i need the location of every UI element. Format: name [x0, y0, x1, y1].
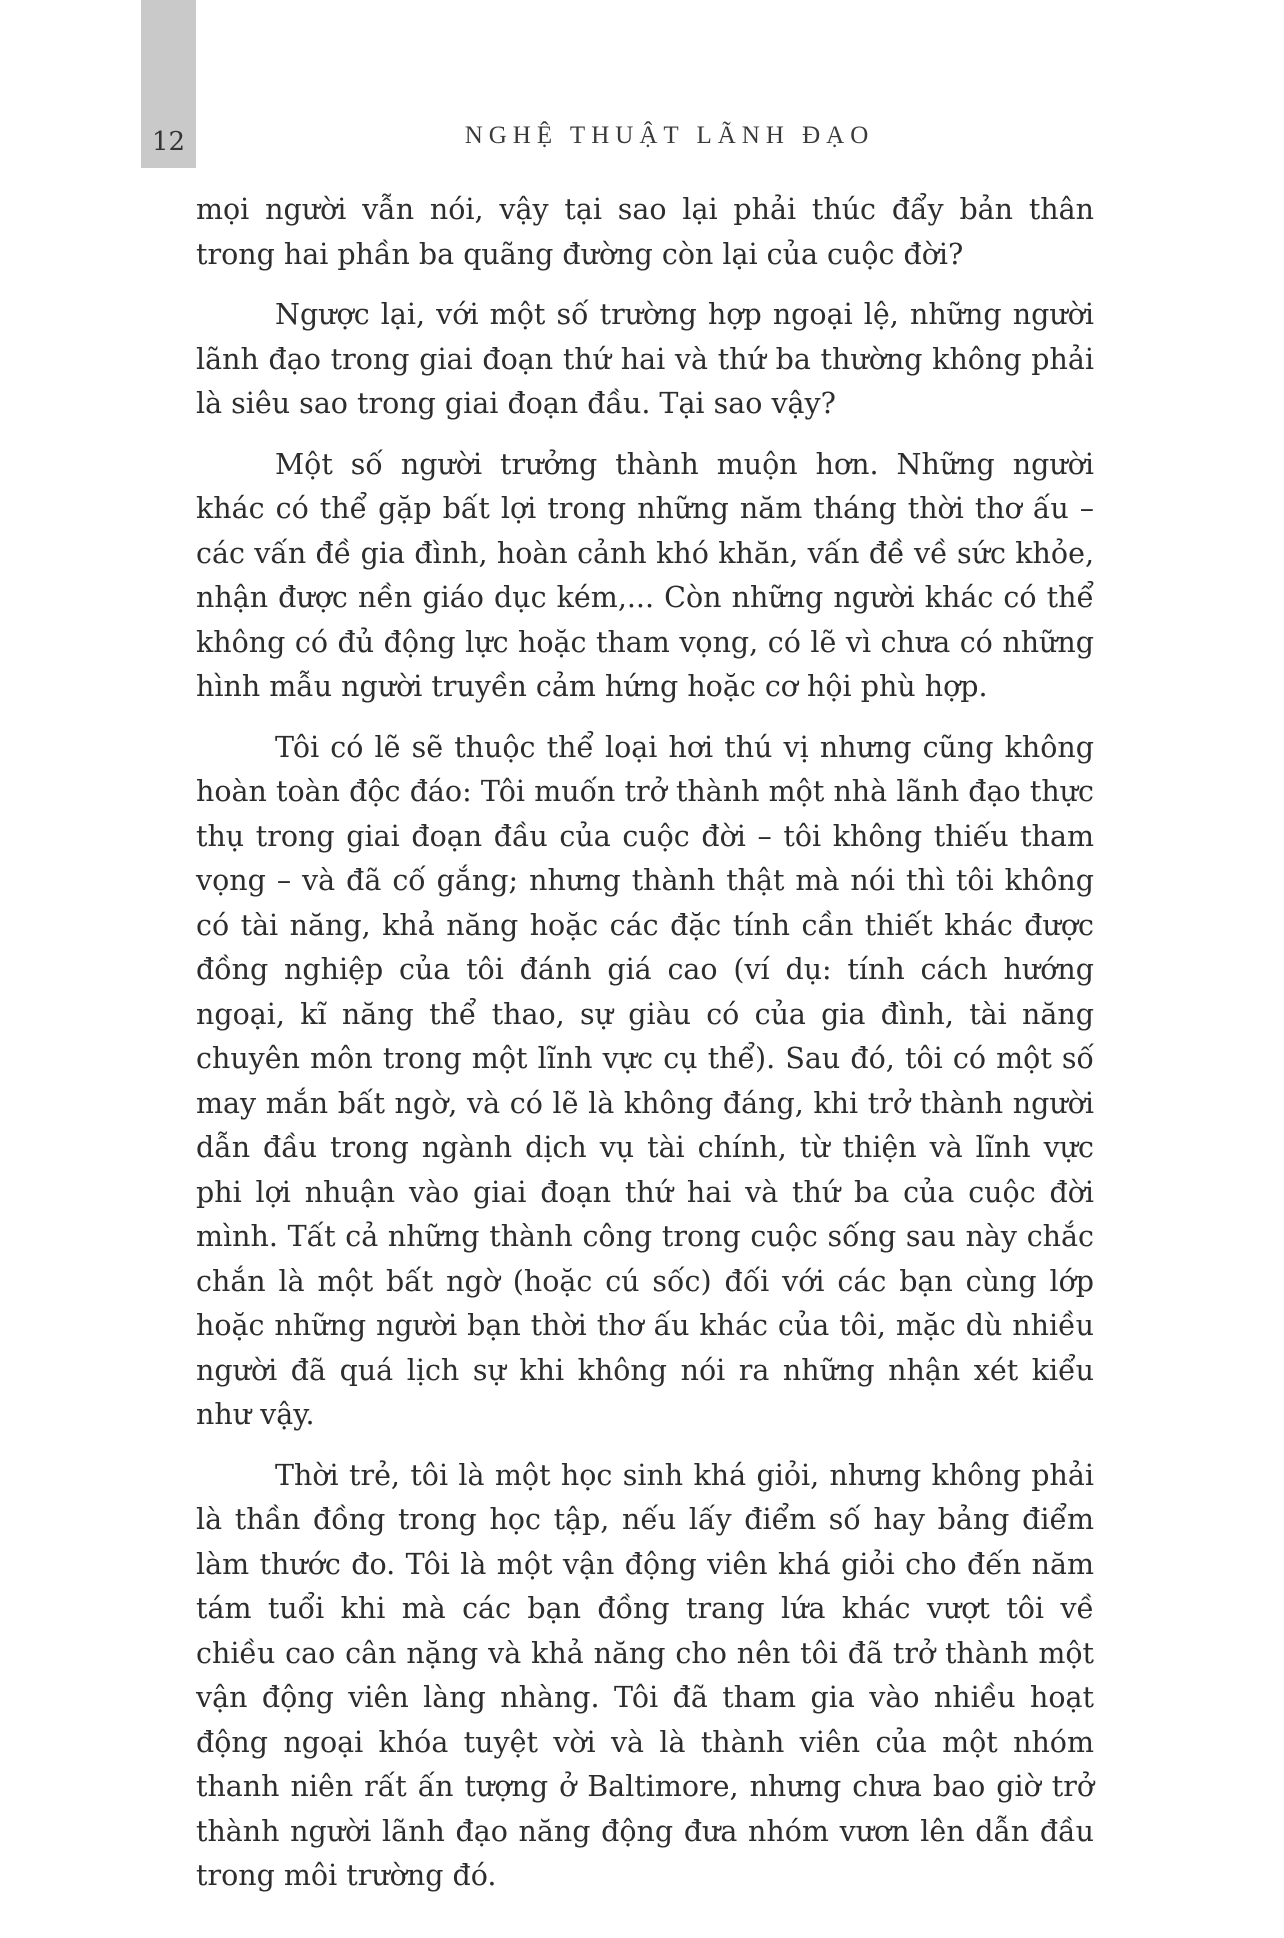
paragraph-3: Một số người trưởng thành muộn hơn. Những người khác có thể gặp bất lợi trong những năm tháng thời thơ ấu – các vấn đề gia đình, hoàn cảnh khó khăn, vấn đề về sức khỏe, nhận được nền giáo dục kém,... Còn những người khác có thể không có đủ động lực hoặc tham vọng, có lẽ vì chưa có những hình mẫu người truyền cảm hứng hoặc cơ hội phù hợp.	[196, 447, 1094, 703]
running-header-title: NGHỆ THUẬT LÃNH ĐẠO	[464, 122, 875, 149]
paragraph-2: Ngược lại, với một số trường hợp ngoại lệ, những người lãnh đạo trong giai đoạn thứ hai và thứ ba thường không phải là siêu sao trong giai đoạn đầu. Tại sao vậy?	[196, 298, 1094, 420]
page-number: 12	[151, 127, 186, 157]
body-text	[196, 188, 1094, 1915]
paragraph-5: Thời trẻ, tôi là một học sinh khá giỏi, nhưng không phải là thần đồng trong học tập, nếu lấy điểm số hay bảng điểm làm thước đo. Tôi là một vận động viên khá giỏi cho đến năm tám tuổi khi mà các bạn đồng trang lứa khác vượt tôi về chiều cao cân nặng và khả năng cho nên tôi đã trở thành một vận động viên làng nhàng. Tôi đã tham gia vào nhiều hoạt động ngoại khóa tuyệt vời và là thành viên của một nhóm thanh niên rất ấn tượng ở Baltimore, nhưng chưa bao giờ trở thành người lãnh đạo năng động đưa nhóm vươn lên dẫn đầu trong môi trường đó.	[196, 1458, 1094, 1892]
paragraph-4: Tôi có lẽ sẽ thuộc thể loại hơi thú vị nhưng cũng không hoàn toàn độc đáo: Tôi muốn trở thành một nhà lãnh đạo thực thụ trong giai đoạn đầu của cuộc đời – tôi không thiếu tham vọng – và đã cố gắng; nhưng thành thật mà nói thì tôi không có tài năng, khả năng hoặc các đặc tính cần thiết khác được đồng nghiệp của tôi đánh giá cao (ví dụ: tính cách hướng ngoại, kĩ năng thể thao, sự giàu có của gia đình, tài năng chuyên môn trong một lĩnh vực cụ thể). Sau đó, tôi có một số may mắn bất ngờ, và có lẽ là không đáng, khi trở thành người dẫn đầu trong ngành dịch vụ tài chính, từ thiện và lĩnh vực phi lợi nhuận vào giai đoạn thứ hai và thứ ba của cuộc đời mình. Tất cả những thành công trong cuộc sống sau này chắc chắn là một bất ngờ (hoặc cú sốc) đối với các bạn cùng lớp hoặc những người bạn thời thơ ấu khác của tôi, mặc dù nhiều người đã quá lịch sự khi không nói ra những nhận xét kiểu như vậy.	[196, 730, 1094, 1431]
paragraph-1: mọi người vẫn nói, vậy tại sao lại phải thúc đẩy bản thân trong hai phần ba quãng đường còn lại của cuộc đời?	[196, 193, 1094, 271]
